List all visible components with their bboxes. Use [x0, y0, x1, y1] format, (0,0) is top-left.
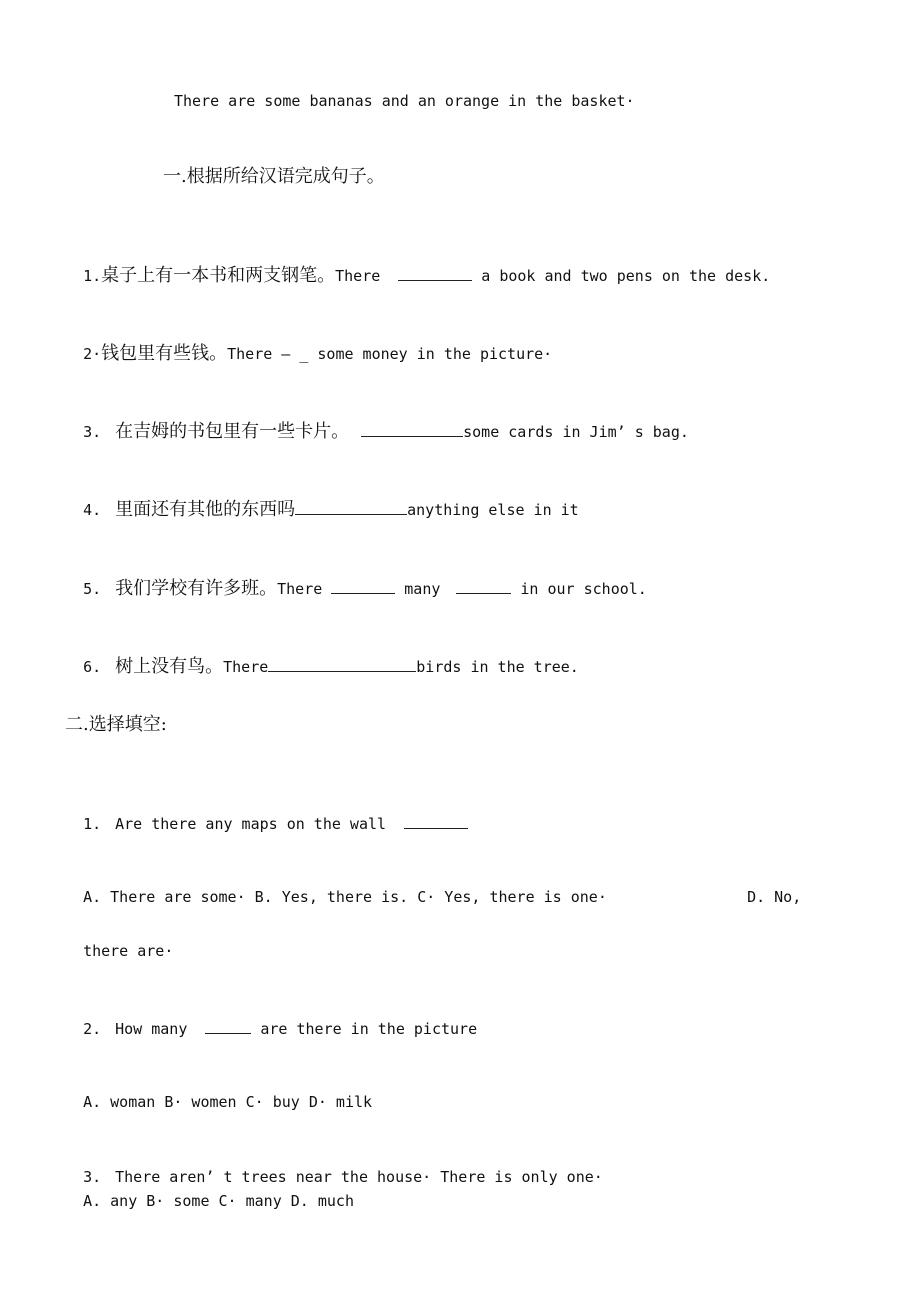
item-number: 4. [83, 501, 102, 519]
item-post: some money in the picture· [317, 345, 553, 363]
answer-blank[interactable] [398, 266, 472, 281]
item-post: some cards in Jim’ s bag. [463, 423, 689, 441]
s2-q1-options-line1 [65, 867, 607, 907]
question-number: 1. [83, 815, 102, 833]
item-mid: many [404, 580, 441, 598]
options: A. woman B· women C· buy D· milk [83, 1093, 373, 1111]
question-text: There aren’ t trees near the house· There is only one· [115, 1168, 603, 1186]
item-chinese: 在吉姆的书包里有一些卡片。 [115, 421, 350, 442]
item-number: 2· [83, 345, 102, 363]
answer-blank[interactable] [361, 422, 463, 437]
item-chinese: 里面还有其他的东西吗 [115, 499, 296, 520]
item-post: anything else in it [407, 501, 579, 519]
item-chinese: 树上没有鸟。 [115, 656, 224, 677]
item-pre: There [335, 267, 381, 285]
item-chinese: 我们学校有许多班。 [115, 578, 278, 599]
options-abc: A. There are some· B. Yes, there is. C· Yes, there is one· [83, 888, 607, 906]
item-chinese: 桌子上有一本书和两支钢笔。 [101, 265, 336, 286]
item-post: a book and two pens on the desk. [481, 267, 771, 285]
s1-item-4 [65, 480, 579, 520]
item-chinese: 钱包里有些钱。 [101, 343, 228, 364]
section-2-heading: 二.选择填空: [65, 714, 167, 735]
item-pre: There — _ [227, 345, 309, 363]
item-pre: There [223, 658, 269, 676]
item-number: 5. [83, 580, 102, 598]
item-number: 3. [83, 423, 102, 441]
s2-q1-options-line2 [65, 921, 173, 961]
options: A. any B· some C· many D. much [83, 1192, 354, 1210]
option-d: D. No, [747, 888, 802, 906]
answer-blank-2[interactable] [456, 579, 511, 594]
item-post: in our school. [520, 580, 647, 598]
s2-q2-options [65, 1072, 372, 1112]
question-text-post: are there in the picture [260, 1020, 478, 1038]
answer-blank[interactable] [404, 814, 468, 829]
answer-blank[interactable] [205, 1019, 251, 1034]
section-1-heading: 一.根据所给汉语完成句子。 [163, 166, 385, 187]
item-number: 6. [83, 658, 102, 676]
s2-question-2 [65, 999, 477, 1039]
item-pre: There [277, 580, 323, 598]
s1-item-1 [65, 246, 770, 286]
item-number: 1. [83, 267, 102, 285]
question-text-pre: How many [115, 1020, 188, 1038]
answer-blank[interactable] [268, 657, 416, 672]
option-d-cont: there are· [83, 942, 174, 960]
s2-q1-option-d [729, 867, 801, 907]
answer-blank-1[interactable] [331, 579, 395, 594]
answer-blank[interactable] [295, 500, 407, 515]
question-number: 2. [83, 1020, 102, 1038]
item-post: birds in the tree. [416, 658, 579, 676]
s1-item-6 [65, 637, 579, 677]
s2-q3-options [65, 1171, 354, 1211]
question-text: Are there any maps on the wall [115, 815, 387, 833]
intro-sentence: There are some bananas and an orange in the basket· [174, 92, 635, 110]
s1-item-5 [65, 559, 647, 599]
s1-item-3 [65, 402, 689, 442]
s1-item-2 [65, 324, 552, 364]
s2-question-1 [65, 794, 468, 834]
question-number: 3. [83, 1168, 102, 1186]
